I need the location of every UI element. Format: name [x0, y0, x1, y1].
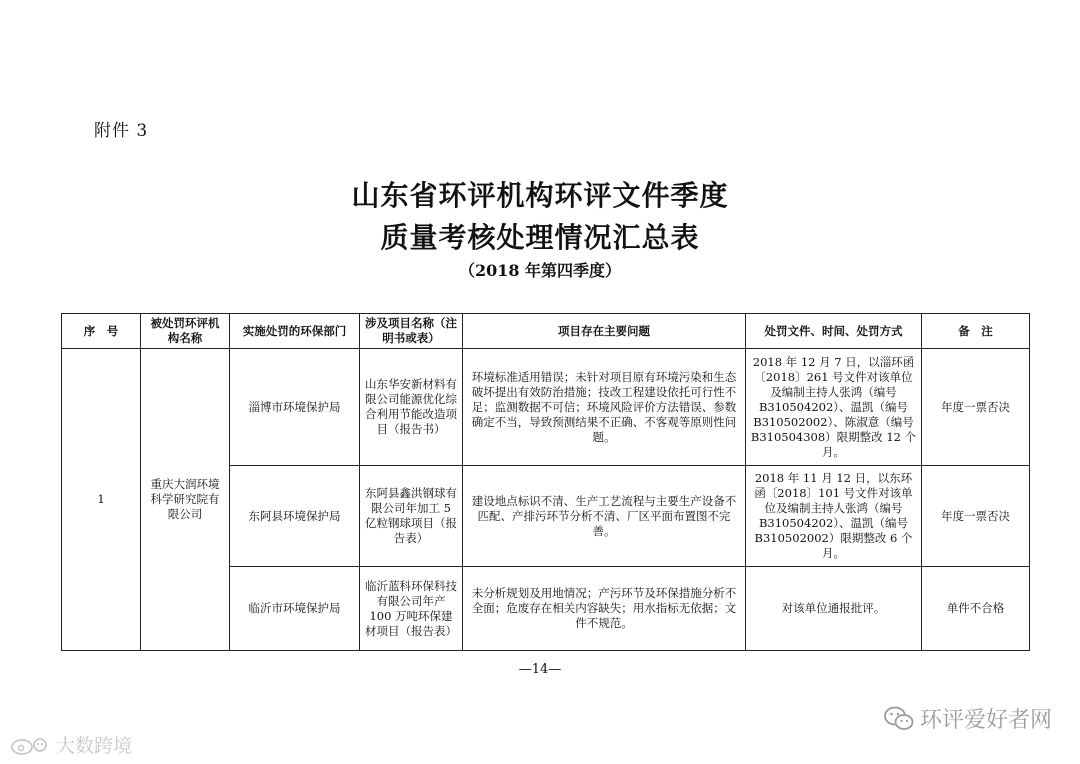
document-title-line1: 山东省环评机构环评文件季度 — [351, 179, 729, 212]
cell-project: 山东华安新材料有限公司能源优化综合利用节能改造项目（报告书） — [360, 349, 463, 466]
document-title-line2: 质量考核处理情况汇总表 — [380, 221, 700, 254]
cell-problems: 环境标准适用错误；未针对项目原有环境污染和生态破坏提出有效防治措施；技改工程建设依托可行性不足；监测数据不可信；环境风险评价方法错误、参数确定不当，导致预测结果不正确、不客观等原则性问题。 — [463, 349, 746, 466]
header-problems: 项目存在主要问题 — [463, 314, 746, 349]
cell-department: 淄博市环境保护局 — [230, 349, 360, 466]
watermark-left-text: 大数跨境 — [56, 735, 133, 757]
cell-project: 东阿县鑫洪钢球有限公司年加工 5 亿粒钢球项目（报告表） — [360, 466, 463, 567]
cell-remark: 年度一票否决 — [922, 466, 1030, 567]
table-row — [62, 349, 1030, 466]
header-agency: 被处罚环评机构名称 — [141, 314, 230, 349]
cell-seq: 1 — [62, 349, 141, 651]
document-subtitle: （2018 年第四季度） — [458, 261, 622, 280]
cell-department: 东阿县环境保护局 — [230, 466, 360, 567]
cell-remark: 单件不合格 — [922, 567, 1030, 651]
cell-penalty: 2018 年 11 月 12 日，以东环函〔2018〕101 号文件对该单位及编制主持人张鸿（编号 B310504202）、温凯（编号 B310502002）限期整改 6 个月。 — [746, 466, 922, 567]
wechat-icon — [884, 706, 914, 732]
header-penalty: 处罚文件、时间、处罚方式 — [746, 314, 922, 349]
cell-penalty: 对该单位通报批评。 — [746, 567, 922, 651]
cell-project: 临沂蓝科环保科技有限公司年产 100 万吨环保建材项目（报告表） — [360, 567, 463, 651]
header-department: 实施处罚的环保部门 — [230, 314, 360, 349]
cell-problems: 未分析规划及用地情况；产污环节及环保措施分析不全面；危废存在相关内容缺失；用水指标无依据；文件不规范。 — [463, 567, 746, 651]
watermark-left — [10, 731, 132, 758]
cell-problems: 建设地点标识不清、生产工艺流程与主要生产设备不匹配、产排污环节分析不清、厂区平面布置图不完善。 — [463, 466, 746, 567]
penalty-summary-table — [61, 313, 1030, 651]
header-project: 涉及项目名称（注明书或表） — [360, 314, 463, 349]
cell-department: 临沂市环境保护局 — [230, 567, 360, 651]
attachment-label: 附件 3 — [94, 121, 149, 141]
watermark-right-text: 环评爱好者网 — [919, 708, 1052, 733]
cell-remark: 年度一票否决 — [922, 349, 1030, 466]
header-remark: 备 注 — [922, 314, 1030, 349]
cell-agency: 重庆大润环境科学研究院有限公司 — [141, 349, 230, 651]
header-seq: 序 号 — [62, 314, 141, 349]
watermark-right — [884, 703, 1052, 734]
page-number: —14— — [518, 662, 562, 677]
table-header-row — [62, 314, 1030, 349]
cell-penalty: 2018 年 12 月 7 日，以淄环函〔2018〕261 号文件对该单位及编制主持人张鸿（编号 B310504202）、温凯（编号 B310502002）、陈淑意（编号 B310504308）限期整改 12 个月。 — [746, 349, 922, 466]
weibo-icon — [10, 733, 50, 757]
